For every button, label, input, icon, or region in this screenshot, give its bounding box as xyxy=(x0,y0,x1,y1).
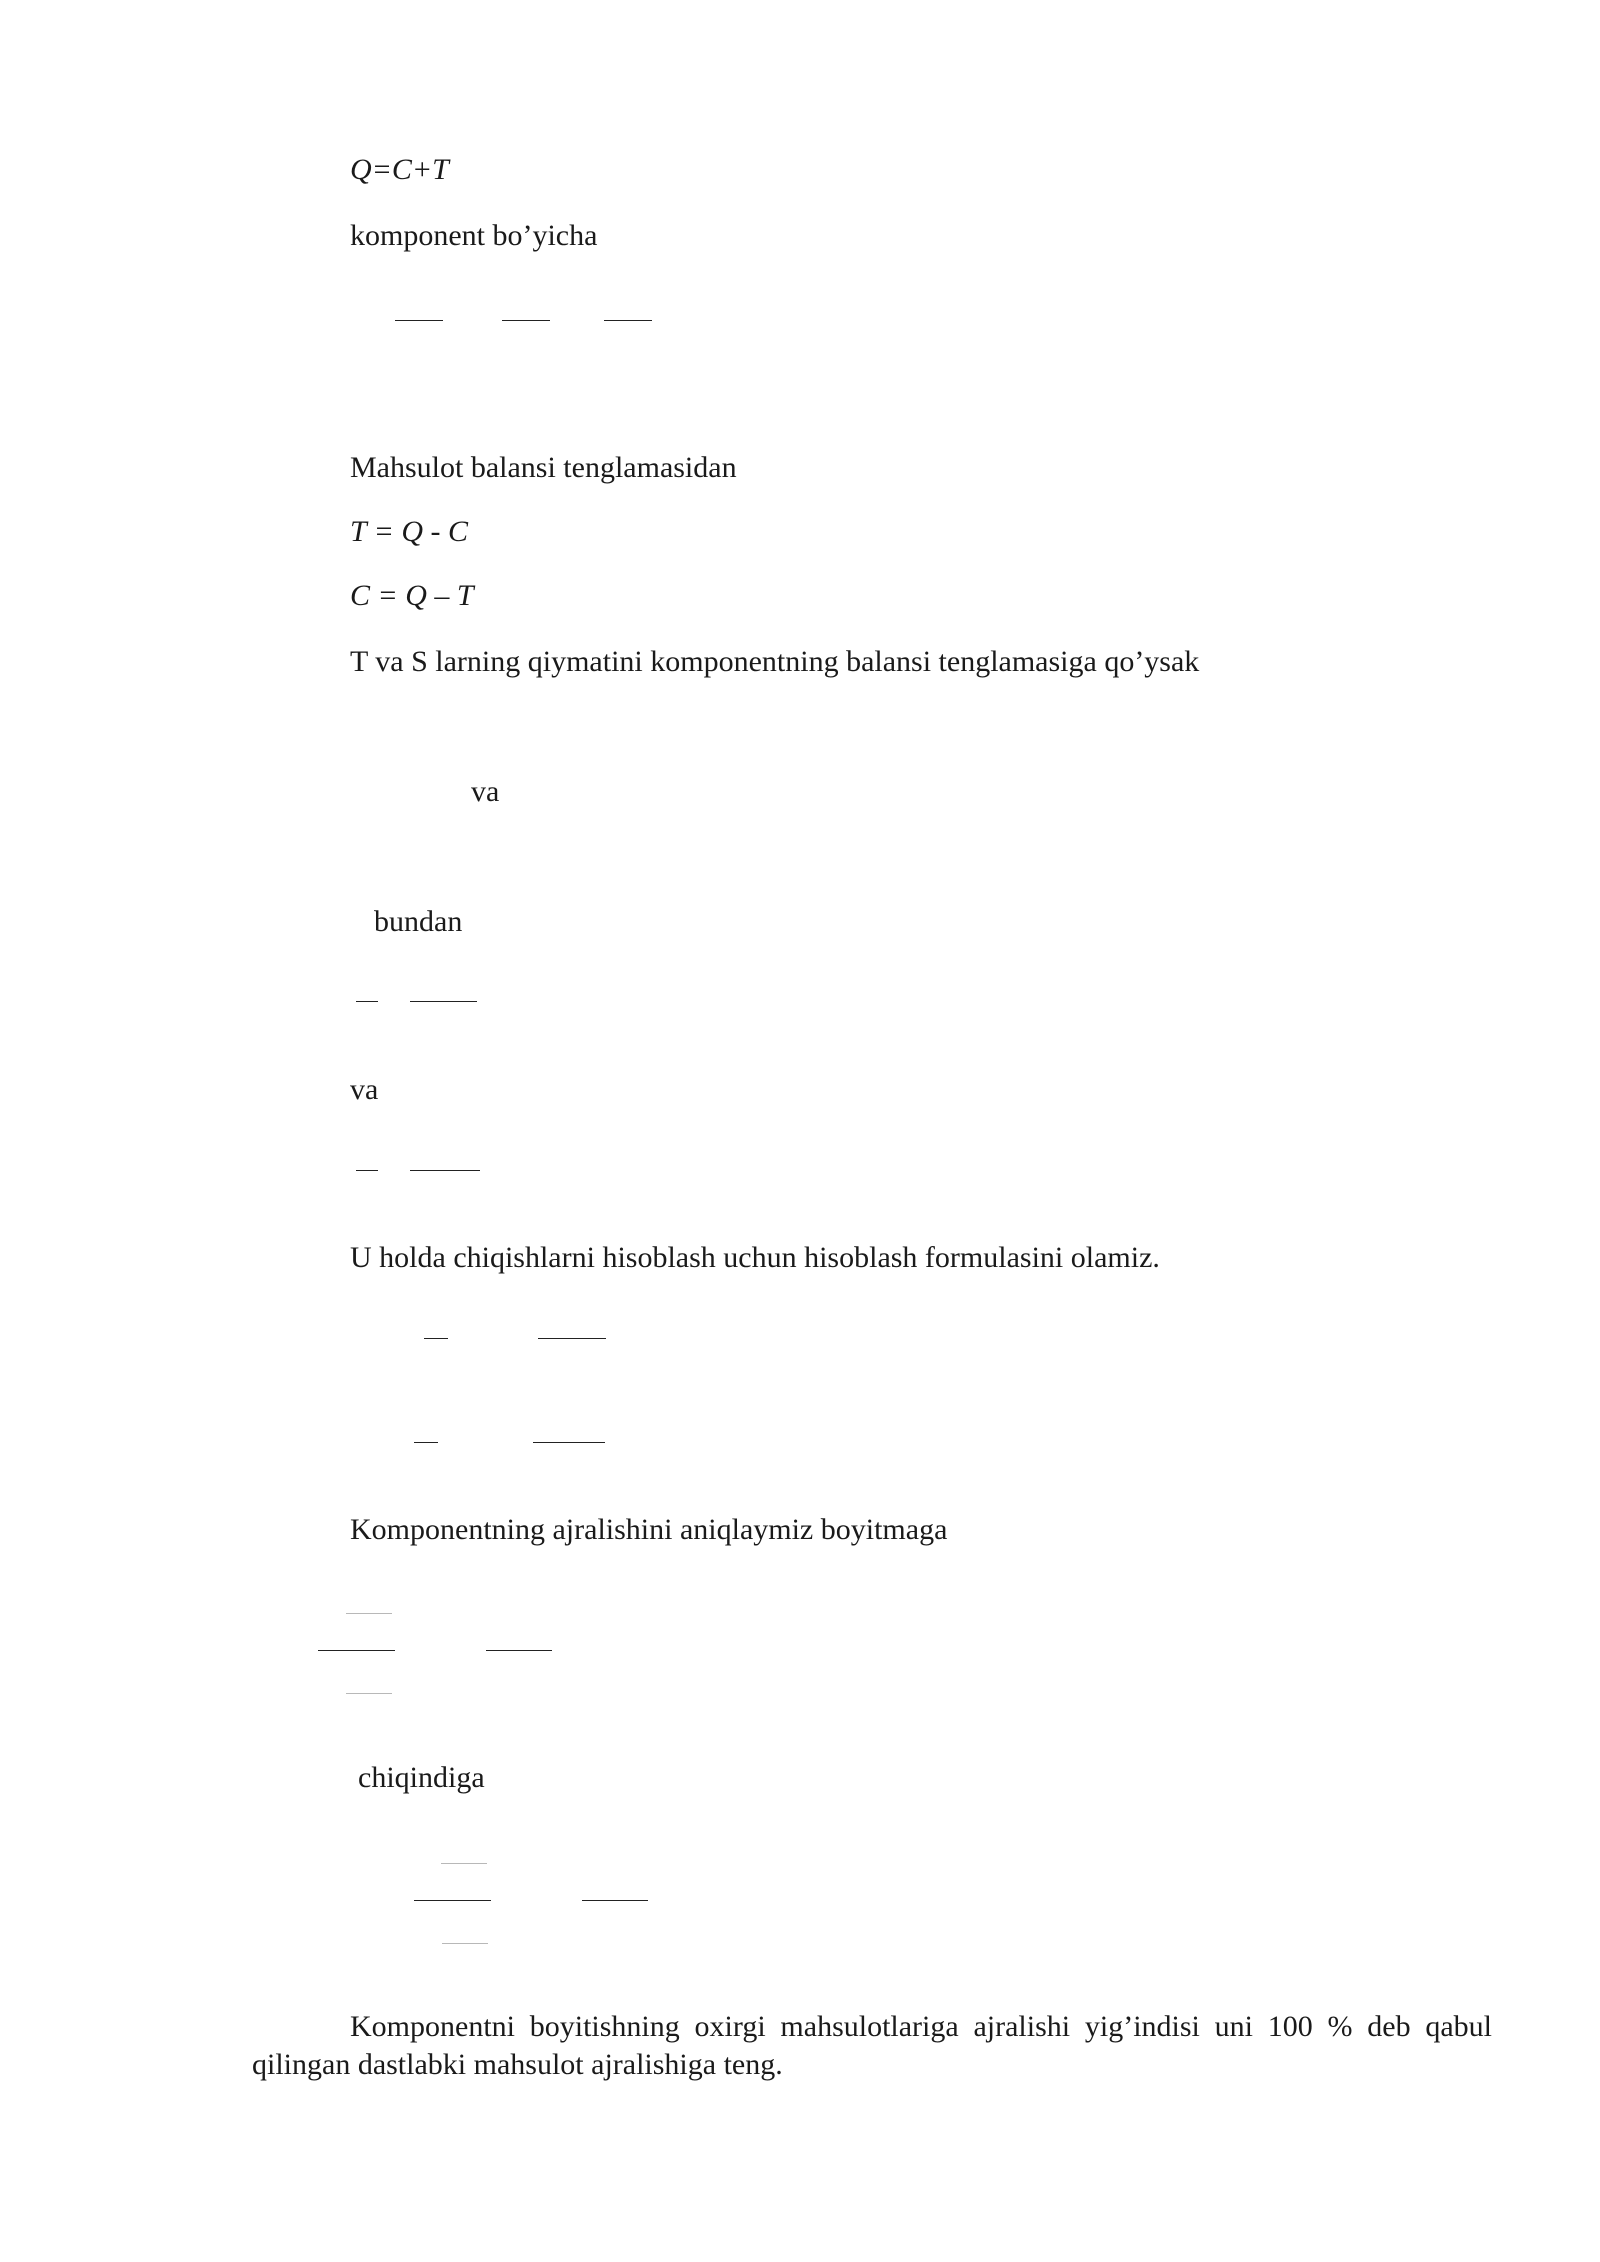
fraction-bar xyxy=(442,1943,488,1944)
fraction-bar xyxy=(414,1900,491,1901)
text-u-holda: U holda chiqishlarni hisoblash uchun hisoblash formulasini olamiz. xyxy=(350,1241,1160,1274)
text-t-va-s: T va S larning qiymatini komponentning balansi tenglamasiga qo’ysak xyxy=(350,645,1200,678)
fraction-bar xyxy=(395,320,443,321)
fraction-bar xyxy=(356,1170,378,1171)
text-komponent-boyicha: komponent bo’yicha xyxy=(350,219,598,252)
equation-q-c-t: Q=C+T xyxy=(350,153,449,186)
fraction-bar xyxy=(538,1338,606,1339)
fraction-bar xyxy=(582,1900,648,1901)
fraction-bar xyxy=(424,1338,448,1339)
fraction-bar xyxy=(533,1442,605,1443)
fraction-bar xyxy=(346,1613,392,1614)
fraction-bar xyxy=(410,1001,477,1002)
text-va: va xyxy=(471,775,500,808)
fraction-bar xyxy=(346,1693,392,1694)
fraction-bar xyxy=(414,1442,438,1443)
fraction-bar xyxy=(318,1650,395,1651)
fraction-bar xyxy=(441,1863,487,1864)
final-paragraph: Komponentni boyitishning oxirgi mahsulotlariga ajralishi yig’indisi uni 100 % deb qabul qilingan dastlabki mahsulot ajralishiga teng. xyxy=(252,2010,1492,2081)
fraction-bar xyxy=(410,1170,480,1171)
equation-t: T = Q - C xyxy=(350,515,469,548)
text-mahsulot-balansi: Mahsulot balansi tenglamasidan xyxy=(350,451,737,484)
text-ajralishini: Komponentning ajralishini aniqlaymiz boyitmaga xyxy=(350,1513,948,1546)
equation-c: C = Q – T xyxy=(350,579,474,612)
fraction-bar xyxy=(356,1001,378,1002)
fraction-bar xyxy=(502,320,550,321)
text-chiqindiga: chiqindiga xyxy=(358,1761,485,1794)
fraction-bar xyxy=(604,320,652,321)
text-bundan: bundan xyxy=(374,905,463,938)
text-va: va xyxy=(350,1073,379,1106)
fraction-bar xyxy=(486,1650,552,1651)
